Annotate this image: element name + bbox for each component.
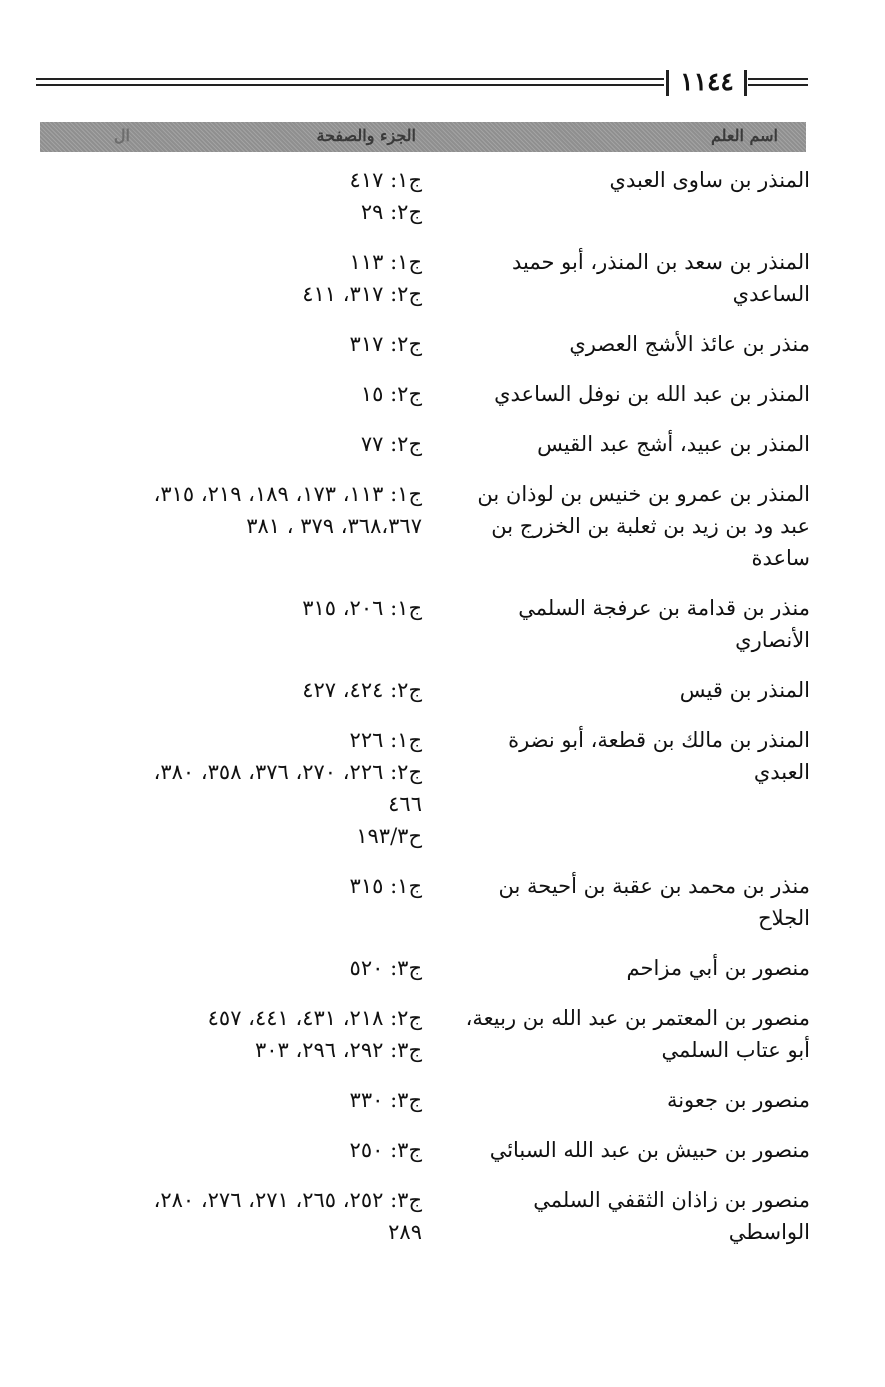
reference-line: ج١: ٢٠٦، ٣١٥ (302, 596, 422, 620)
index-entry (40, 164, 810, 228)
index-entry (40, 952, 810, 984)
index-entry (40, 592, 810, 656)
entry-name: المنذر بن سعد بن المنذر، أبو حميد الساعدي (512, 250, 810, 306)
reference-line: ٣٦٨،٣٦٧، ٣٧٩ ، ٣٨١ (246, 514, 422, 538)
reference-line: ج٣: ٥٢٠ (349, 956, 422, 980)
reference-line: ج٢: ٣١٧ (349, 332, 422, 356)
column-header-name: اسم العلم (710, 126, 778, 145)
entry-name: منذر بن قدامة بن عرفجة السلمي الأنصاري (518, 596, 810, 652)
entry-name: المنذر بن مالك بن قطعة، أبو نضرة العبدي (508, 728, 810, 784)
entry-name: منذر بن عائذ الأشج العصري (569, 332, 810, 356)
index-entry (40, 1002, 810, 1066)
header-rule-bar (666, 70, 669, 96)
entry-references (40, 952, 452, 984)
index-entry (40, 674, 810, 706)
entry-references (40, 870, 452, 902)
reference-line: ٢٨٩ (388, 1220, 422, 1244)
reference-line: ج١: ٣١٥ (349, 874, 422, 898)
entry-name: المنذر بن ساوى العبدي (609, 168, 810, 192)
entry-references (40, 1184, 452, 1248)
index-entry (40, 378, 810, 410)
reference-line: ج٢: ٢٩ (360, 200, 422, 224)
reference-line: ج٢: ٤٢٤، ٤٢٧ (302, 678, 422, 702)
entry-name: منصور بن أبي مزاحم (626, 956, 810, 980)
entry-references (40, 592, 452, 624)
index-entries (40, 164, 810, 1266)
reference-line: ج٢: ١٥ (360, 382, 422, 406)
index-entry (40, 428, 810, 460)
entry-references (40, 164, 452, 228)
entry-name: منذر بن محمد بن عقبة بن أحيحة بن الجلاح (498, 874, 810, 930)
index-entry (40, 724, 810, 852)
index-entry (40, 1134, 810, 1166)
entry-references (40, 328, 452, 360)
entry-name: منصور بن جعونة (666, 1088, 810, 1112)
entry-name: منصور بن المعتمر بن عبد الله بن ربيعة، أبو عتاب السلمي (465, 1006, 810, 1062)
entry-references (40, 1002, 452, 1066)
header-double-rule-left (36, 78, 664, 86)
entry-references (40, 674, 452, 706)
index-entry (40, 870, 810, 934)
reference-line: ج١: ١١٣، ١٧٣، ١٨٩، ٢١٩، ٣١٥، (153, 482, 422, 506)
entry-name: المنذر بن قيس (679, 678, 810, 702)
reference-line: ج٢: ٧٧ (360, 432, 422, 456)
reference-line: ج٣: ٢٩٢، ٢٩٦، ٣٠٣ (254, 1038, 422, 1062)
page-header-rule (36, 67, 808, 96)
index-entry (40, 1184, 810, 1248)
reference-line: ج٢: ٢٢٦، ٢٧٠، ٣٧٦، ٣٥٨، ٣٨٠، (153, 760, 422, 784)
column-header-extra: ال (113, 126, 130, 145)
reference-line: ج٣: ٢٥٠ (349, 1138, 422, 1162)
reference-line: ج٣: ٢٥٢، ٢٦٥، ٢٧١، ٢٧٦، ٢٨٠، (153, 1188, 422, 1212)
index-entry (40, 328, 810, 360)
entry-name: المنذر بن عبيد، أشج عبد القيس (537, 432, 810, 456)
entry-name: المنذر بن عبد الله بن نوفل الساعدي (494, 382, 810, 406)
column-header-part-page: الجزء والصفحة (316, 126, 416, 145)
entry-references (40, 1084, 452, 1116)
reference-line: ج٣: ٣٣٠ (349, 1088, 422, 1112)
reference-line: ج١: ١١٣ (349, 250, 422, 274)
header-rule-bar (744, 70, 747, 96)
entry-references (40, 478, 452, 542)
reference-line: ج١: ٢٢٦ (349, 728, 422, 752)
header-double-rule-right (748, 78, 808, 86)
entry-name: منصور بن حبيش بن عبد الله السبائي (489, 1138, 810, 1162)
index-entry (40, 478, 810, 574)
entry-references (40, 724, 452, 852)
entry-name: المنذر بن عمرو بن خنيس بن لوذان بن عبد ود بن زيد بن ثعلبة بن الخزرج بن ساعدة (477, 482, 810, 570)
entry-name: منصور بن زاذان الثقفي السلمي الواسطي (533, 1188, 810, 1244)
column-header-bar (40, 122, 806, 152)
page-number: ١١٤٤ (680, 67, 734, 96)
entry-references (40, 428, 452, 460)
reference-line: ج١: ٤١٧ (349, 168, 422, 192)
index-entry (40, 1084, 810, 1116)
reference-line: ح١٩٣/٣ (356, 824, 422, 848)
index-entry (40, 246, 810, 310)
entry-references (40, 246, 452, 310)
reference-line: ج٢: ٣١٧، ٤١١ (302, 282, 422, 306)
reference-line: ج٢: ٢١٨، ٤٣١، ٤٤١، ٤٥٧ (207, 1006, 422, 1030)
entry-references (40, 378, 452, 410)
reference-line: ٤٦٦ (388, 792, 422, 816)
entry-references (40, 1134, 452, 1166)
